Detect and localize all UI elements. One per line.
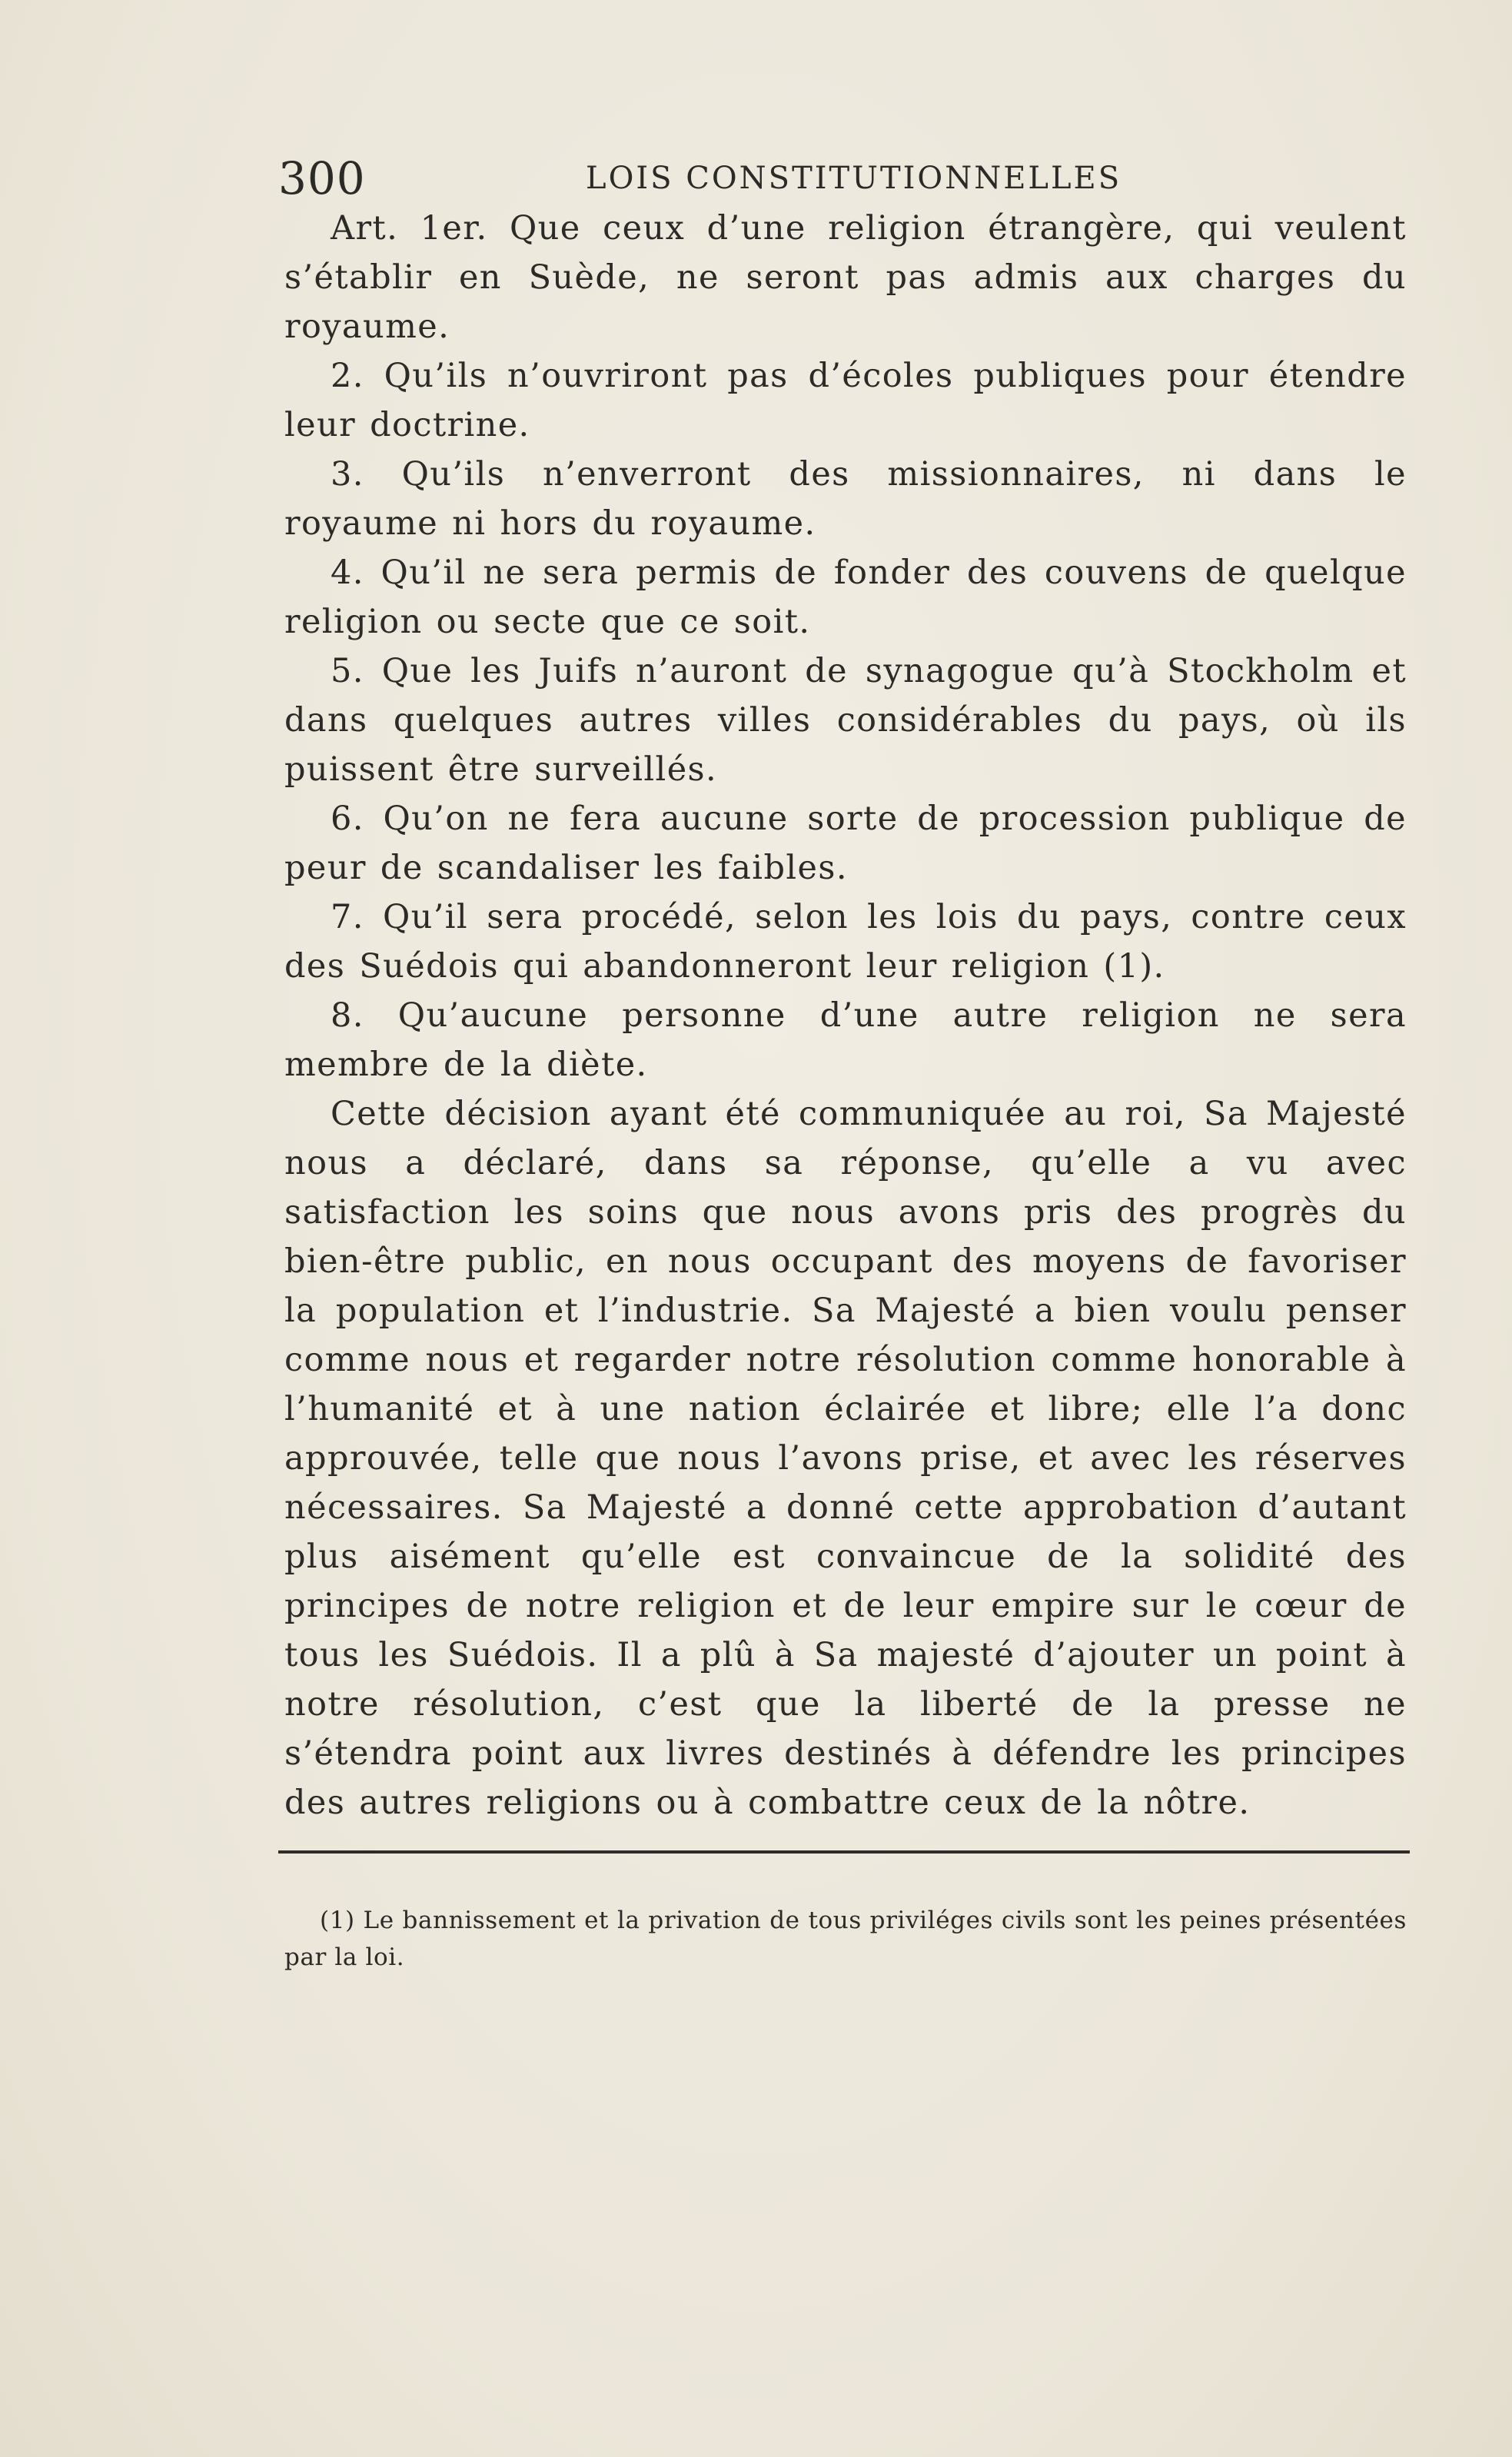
article-3: 3. Qu’ils n’enverront des missionnaires, ni dans le royaume ni hors du royaume. <box>284 455 1407 543</box>
footnote-divider <box>278 1850 1410 1854</box>
article-2: 2. Qu’ils n’ouvriront pas d’écoles publiques pour étendre leur doctrine. <box>284 357 1407 444</box>
page-header <box>278 148 1408 209</box>
footnote: (1) Le bannissement et la privation de tous priviléges civils sont les peines présentées par la loi. <box>284 1907 1407 1971</box>
article-6: 6. Qu’on ne fera aucune sorte de procession publique de peur de scandaliser les faibles. <box>284 800 1407 887</box>
article-1: Art. 1er. Que ceux d’une religion étrangère, qui veulent s’établir en Suède, ne seront pas admis aux charges du royaume. <box>284 209 1407 346</box>
running-title: LOIS CONSTITUTIONNELLES <box>586 161 1122 196</box>
article-5: 5. Que les Juifs n’auront de synagogue qu’à Stockholm et dans quelques autres villes considérables du pays, où ils puissent être surveillés. <box>284 652 1407 789</box>
article-7: 7. Qu’il sera procédé, selon les lois du pays, contre ceux des Suédois qui abandonneront leur religion (1). <box>284 898 1407 986</box>
article-4: 4. Qu’il ne sera permis de fonder des couvens de quelque religion ou secte que ce soit. <box>284 554 1407 641</box>
closing-paragraph: Cette décision ayant été communiquée au roi, Sa Majesté nous a déclaré, dans sa réponse, qu’elle a vu avec satisfaction les soins que nous avons pris des progrès du bien-être public, en nous occupant des moyens de favoriser la population et l’industrie. Sa Majesté a bien voulu penser comme nous et regarder notre résolution comme honorable à l’humanité et à une nation éclairée et libre; elle l’a donc approuvée, telle que nous l’avons prise, et avec les réserves nécessaires. Sa Majesté a donné cette approbation d’autant plus aisément qu’elle est convaincue de la solidité des principes de notre religion et de leur empire sur le cœur de tous les Suédois. Il a plû à Sa majesté d’ajouter un point à notre résolution, c’est que la liberté de la presse ne s’étendra point aux livres destinés à défendre les principes des autres religions ou à combattre ceux de la nôtre. <box>284 1095 1407 1822</box>
article-8: 8. Qu’aucune personne d’une autre religion ne sera membre de la diète. <box>284 996 1407 1084</box>
page-number: 300 <box>278 152 366 204</box>
body-text <box>284 204 1407 1822</box>
